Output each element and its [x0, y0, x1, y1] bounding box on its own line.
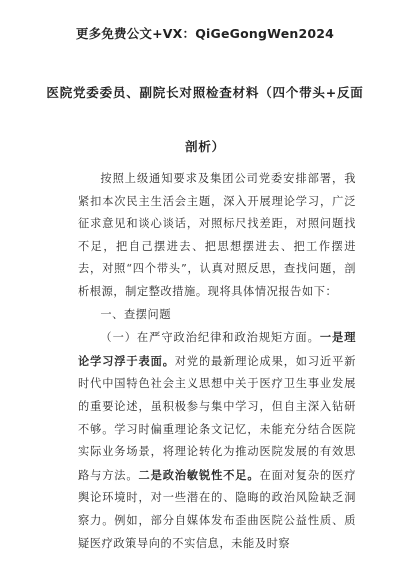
point-two-text: 在面对复杂的医疗舆论环境时，对一些潜在的、隐晦的政治风险缺乏洞察力。例如，部分自媒体发布歪曲医院公益性质、质疑医疗政策导向的不实信息，未能及时察 — [78, 468, 356, 550]
document-body — [78, 168, 356, 555]
watermark-header: 更多免费公文+VX：QiGeGongWen2024 — [75, 26, 335, 41]
intro-paragraph: 按照上级通知要求及集团公司党委安排部署，我紧扣本次民主生活会主题，深入开展理论学习，广泛征求意见和谈心谈话，对照标尺找差距，对照问题找不足，把自己摆进去、把思想摆进去、把工作摆进去，对照“四个带头”，认真对照反思，查找问题，剖析根源，制定整改措施。现将具体情况报告如下： — [78, 172, 356, 298]
point-one-text: 对党的最新理论成果，如习近平新时代中国特色社会主义思想中关于医疗卫生事业发展的重要论述，虽积极参与集中学习，但自主深入钻研不够。学习时偏重理论条文记忆，未能充分结合医院实际业务场景，将理论转化为推动医院发展的有效思路与方法。 — [78, 354, 356, 482]
problem-paragraph — [78, 326, 356, 555]
paragraph-label: （一）在严守政治纪律和政治规矩方面。 — [100, 331, 320, 345]
point-one-heading: 一是理论学习浮于表面。 — [78, 330, 356, 368]
document-title: 医院党委委员、副院长对照检查材料（四个带头+反面剖析） — [46, 85, 364, 154]
point-two-heading: 二是政治敏锐性不足。 — [138, 467, 260, 482]
section-heading: 一、查摆问题 — [100, 307, 172, 321]
